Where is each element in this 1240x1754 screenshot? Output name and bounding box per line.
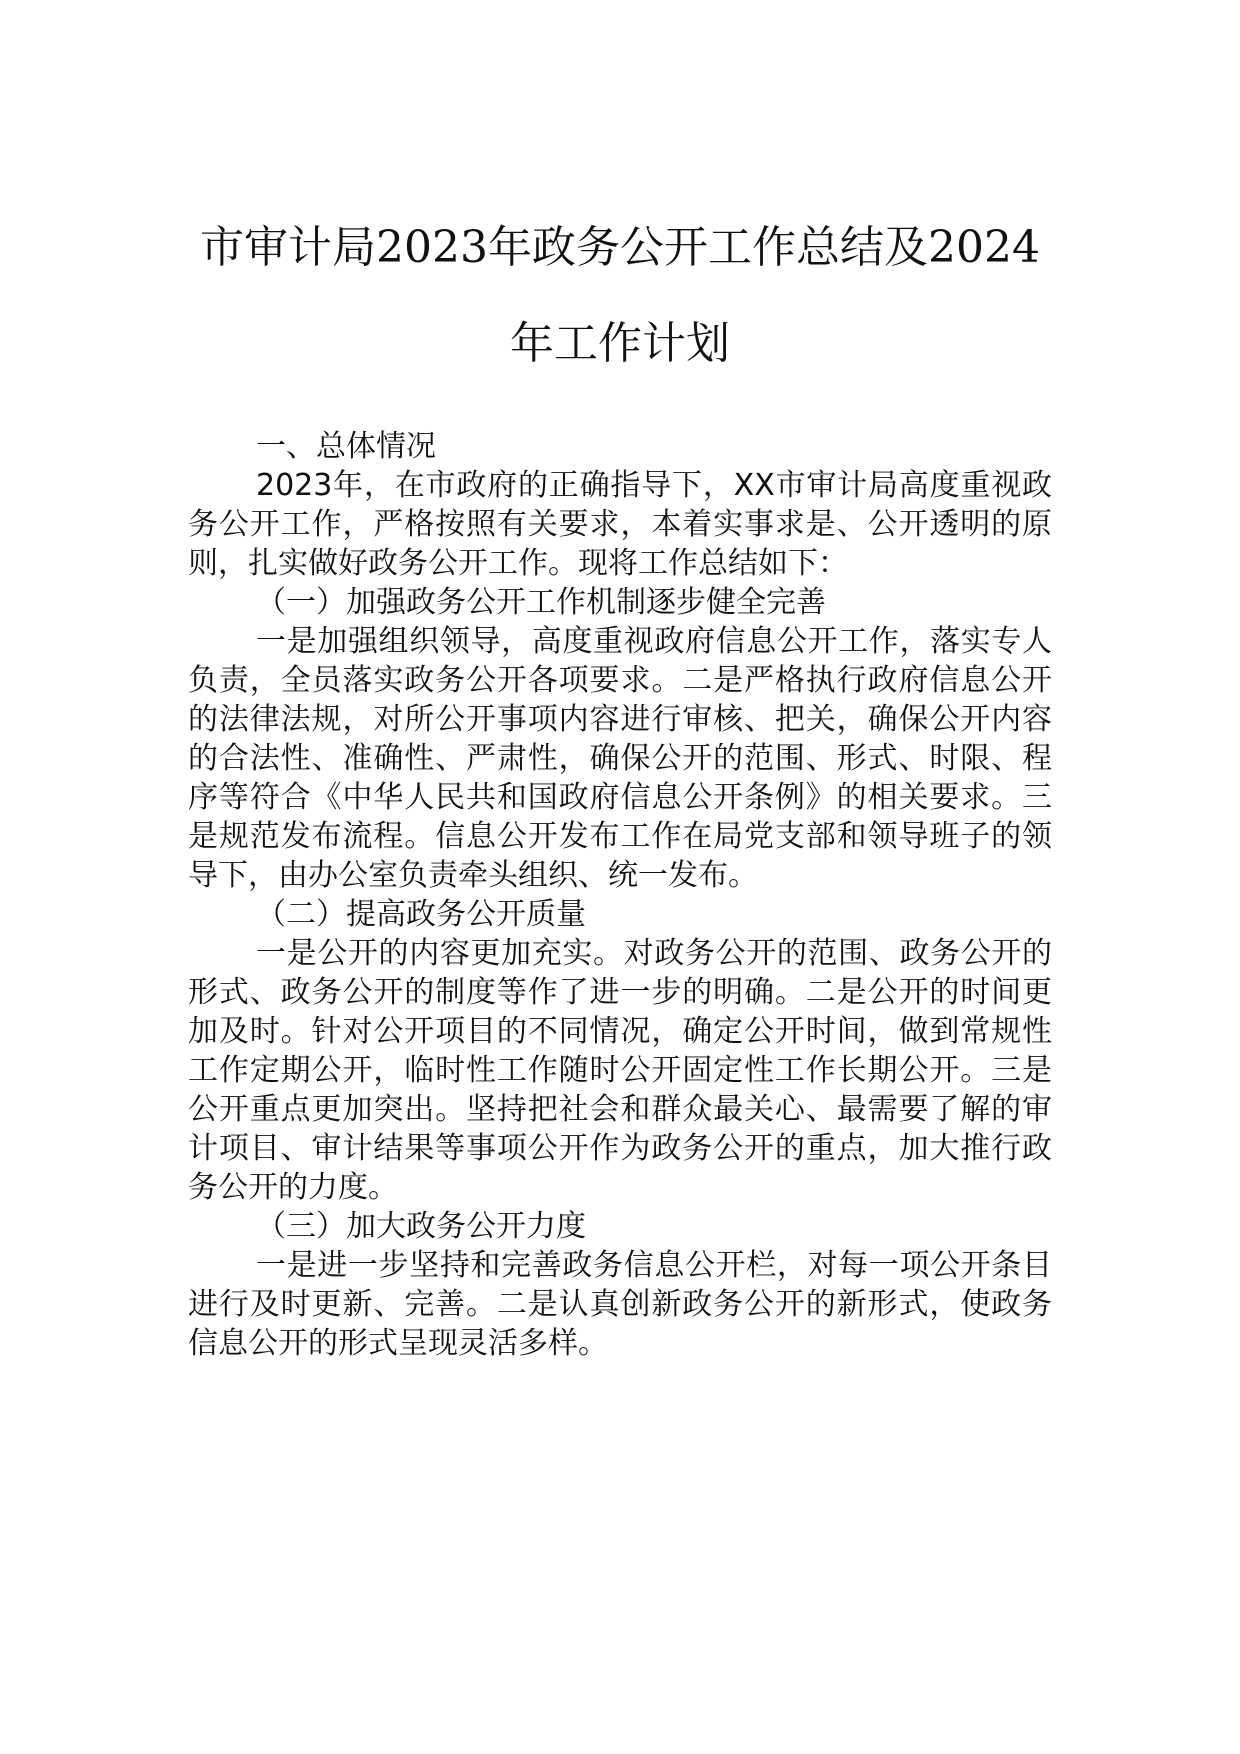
title-line-1: 市审计局2023年政务公开工作总结及2024	[200, 222, 1040, 273]
document-body	[188, 427, 1052, 1363]
section-1-heading: （一）加强政务公开工作机制逐步健全完善	[256, 585, 826, 620]
heading-general-situation: 一、总体情况	[256, 429, 436, 464]
section-2-paragraph: 一是公开的内容更加充实。对政务公开的范围、政务公开的形式、政务公开的制度等作了进一步的明确。二是公开的时间更加及时。针对公开项目的不同情况，确定公开时间，做到常规性工作定期公开，临时性工作随时公开固定性工作长期公开。三是公开重点更加突出。坚持把社会和群众最关心、最需要了解的审计项目、审计结果等事项公开作为政务公开的重点，加大推行政务公开的力度。	[188, 936, 1052, 1205]
section-3-heading: （三）加大政务公开力度	[256, 1209, 586, 1244]
section-2-heading: （二）提高政务公开质量	[256, 897, 586, 932]
document-title	[180, 200, 1060, 392]
section-1-paragraph: 一是加强组织领导，高度重视政府信息公开工作，落实专人负责，全员落实政务公开各项要求。二是严格执行政府信息公开的法律法规，对所公开事项内容进行审核、把关，确保公开内容的合法性、准确性、严肃性，确保公开的范围、形式、时限、程序等符合《中华人民共和国政府信息公开条例》的相关要求。三是规范发布流程。信息公开发布工作在局党支部和领导班子的领导下，由办公室负责牵头组织、统一发布。	[188, 624, 1052, 893]
section-3-paragraph: 一是进一步坚持和完善政务信息公开栏，对每一项公开条目进行及时更新、完善。二是认真创新政务公开的新形式，使政务信息公开的形式呈现灵活多样。	[188, 1248, 1052, 1361]
intro-paragraph: 2023年，在市政府的正确指导下，XX市审计局高度重视政务公开工作，严格按照有关要求，本着实事求是、公开透明的原则，扎实做好政务公开工作。现将工作总结如下：	[188, 468, 1052, 581]
title-line-2: 年工作计划	[510, 318, 730, 369]
